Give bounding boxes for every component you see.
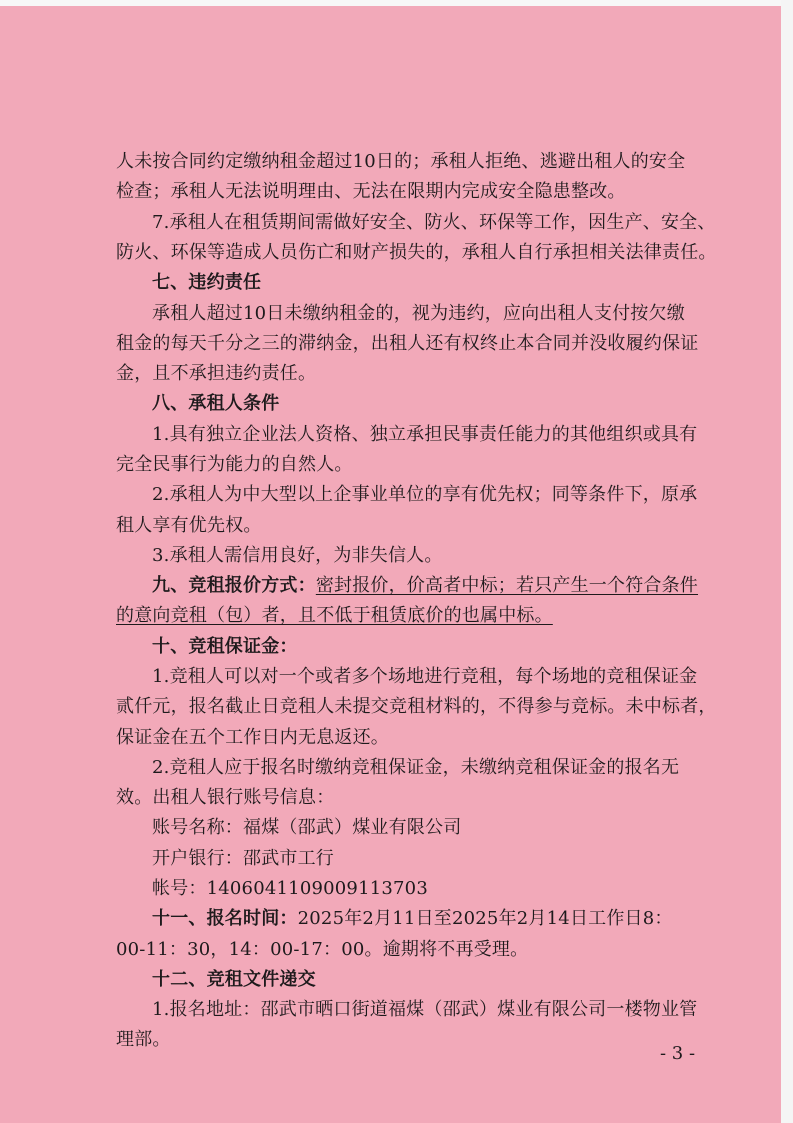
paragraph-line: 保证金在五个工作日内无息返还。: [116, 727, 389, 748]
paragraph-line: 防火、环保等造成人员伤亡和财产损失的，承租人自行承担相关法律责任。: [116, 242, 717, 263]
paragraph-line: 承租人超过10日未缴纳租金的，视为违约，应向出租人支付按欠缴: [152, 303, 685, 324]
section-heading-9: 九、竞租报价方式：: [152, 575, 316, 596]
account-name-line: 账号名称：福煤（邵武）煤业有限公司: [152, 817, 462, 838]
paragraph-line: 贰仟元，报名截止日竞租人未提交竞租材料的，不得参与竞标。未中标者，: [116, 696, 717, 717]
section-heading-12: 十二、竞租文件递交: [152, 969, 316, 990]
underlined-line: 的意向竞租（包）者，且不低于租赁底价的也属中标。: [116, 605, 553, 626]
paragraph-line: 理部。: [116, 1029, 171, 1050]
paragraph-line: 7.承租人在租赁期间需做好安全、防火、环保等工作，因生产、安全、: [152, 212, 716, 233]
paragraph-line: 效。出租人银行账号信息：: [116, 787, 335, 808]
paragraph-line: 检查；承租人无法说明理由、无法在限期内完成安全隐患整改。: [116, 181, 626, 202]
paragraph-line: 2.竞租人应于报名时缴纳竞租保证金，未缴纳竞租保证金的报名无: [152, 757, 680, 778]
account-number-line: 帐号：1406041109009113703: [152, 878, 428, 899]
section-heading-7: 七、违约责任: [152, 272, 262, 293]
paragraph-line: 1.具有独立企业法人资格、独立承担民事责任能力的其他组织或具有: [152, 424, 698, 445]
underlined-text: 密封报价，价高者中标；若只产生一个符合条件: [315, 575, 699, 596]
paragraph-line: 2.承租人为中大型以上企事业单位的享有优先权；同等条件下，原承: [152, 484, 698, 505]
paragraph-line: 00-11：30，14：00-17：00。逾期将不再受理。: [116, 939, 529, 960]
paragraph-line: 金，且不承担违约责任。: [116, 363, 317, 384]
section-heading-8: 八、承租人条件: [152, 393, 280, 414]
section-line-9: [152, 575, 698, 597]
section-heading-11: 十一、报名时间：: [152, 908, 298, 929]
paragraph-line: 1.竞租人可以对一个或者多个场地进行竞租，每个场地的竞租保证金: [152, 666, 698, 687]
paragraph-line: 1.报名地址：邵武市晒口街道福煤（邵武）煤业有限公司一楼物业管: [152, 999, 698, 1020]
paragraph-line: 租人享有优先权。: [116, 515, 262, 536]
registration-time-text: 2025年2月11日至2025年2月14日工作日8：: [297, 908, 673, 929]
page-number: - 3 -: [660, 1043, 696, 1064]
paragraph-line: 完全民事行为能力的自然人。: [116, 454, 353, 475]
section-heading-10: 十、竞租保证金：: [152, 636, 298, 657]
paragraph-line: 租金的每天千分之三的滞纳金，出租人还有权终止本合同并没收履约保证: [116, 333, 699, 354]
bank-line: 开户银行：邵武市工行: [152, 848, 334, 869]
paragraph-line: 3.承租人需信用良好，为非失信人。: [152, 545, 443, 566]
section-line-11: [152, 908, 673, 930]
scan-edge-right: [781, 0, 793, 1123]
paragraph-line: 人未按合同约定缴纳租金超过10日的；承租人拒绝、逃避出租人的安全: [116, 151, 686, 172]
